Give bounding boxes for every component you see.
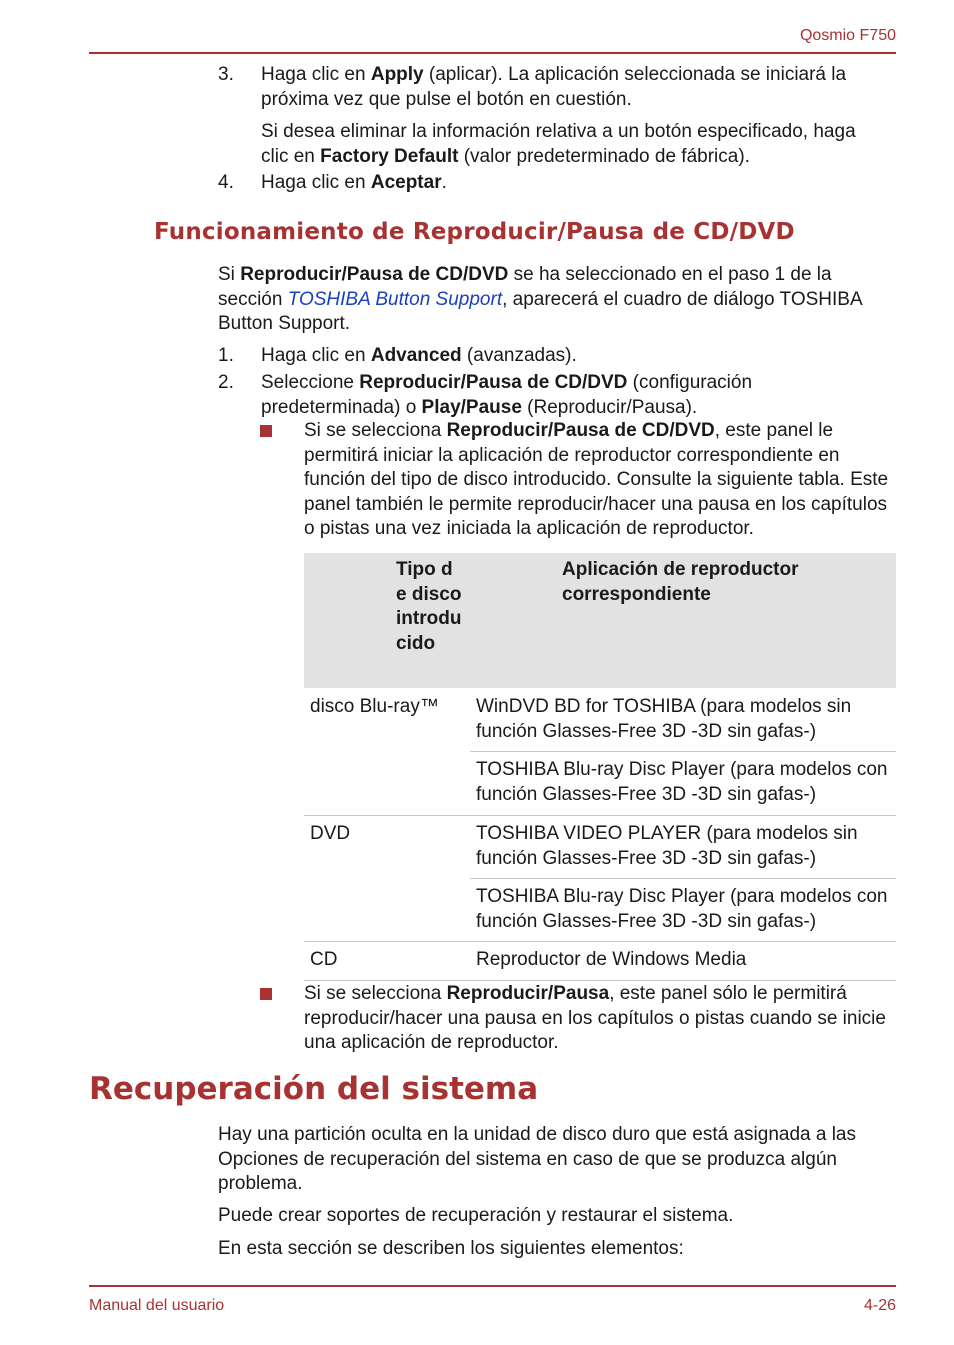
table-cell-disc: disco Blu-ray™: [310, 696, 439, 717]
table-subrow-divider: [470, 878, 896, 879]
table-cell-app: TOSHIBA VIDEO PLAYER (para modelos sin función Glasses-Free 3D -3D sin gafas-): [476, 823, 858, 869]
table-subrow-divider: [470, 751, 896, 752]
toshiba-button-support-link[interactable]: TOSHIBA Button Support: [287, 288, 503, 310]
chapter-heading: Recuperación del sistema: [89, 1071, 539, 1107]
table-cell-app: Reproductor de Windows Media: [476, 949, 747, 970]
step-number: 1.: [218, 345, 234, 366]
step-number: 3.: [218, 64, 234, 85]
step-3-text: Haga clic en Apply (aplicar). La aplicación seleccionada se iniciará la próxima vez que pulse el botón en cuestión.: [261, 64, 847, 110]
bullet-2-text: Si se selecciona Reproducir/Pausa, este panel sólo le permitirá reproducir/hacer una pausa en los capítulos o pistas cuando se inicie una aplicación de reproductor.: [304, 983, 886, 1053]
table-row-divider: [304, 980, 896, 981]
table-row-divider: [304, 815, 896, 816]
step-number: 2.: [218, 372, 234, 393]
footer-rule: [89, 1285, 896, 1287]
table-cell-disc: CD: [310, 949, 338, 970]
table-cell-app: TOSHIBA Blu-ray Disc Player (para modelos con función Glasses-Free 3D -3D sin gafas-): [476, 759, 888, 805]
section-intro: Si Reproducir/Pausa de CD/DVD se ha seleccionado en el paso 1 de la sección TOSHIBA Button Support, aparecerá el cuadro de diálogo TOSHIBA Button Support.: [218, 264, 862, 334]
footer-manual-title: Manual del usuario: [89, 1297, 225, 1314]
step-number: 4.: [218, 172, 234, 193]
step-1-text: Haga clic en Advanced (avanzadas).: [261, 345, 577, 366]
table-cell-app: TOSHIBA Blu-ray Disc Player (para modelos con función Glasses-Free 3D -3D sin gafas-): [476, 886, 888, 932]
recovery-paragraph-2: Puede crear soportes de recuperación y restaurar el sistema.: [218, 1205, 734, 1226]
step-3-note: Si desea eliminar la información relativa a un botón especificado, haga clic en Factory Default (valor predeterminado de fábrica).: [261, 121, 856, 167]
bullet-square-icon: [260, 988, 272, 1000]
section-heading: Funcionamiento de Reproducir/Pausa de CD/DVD: [154, 219, 795, 245]
recovery-paragraph-3: En esta sección se describen los siguientes elementos:: [218, 1238, 684, 1259]
table-cell-app: WinDVD BD for TOSHIBA (para modelos sin función Glasses-Free 3D -3D sin gafas-): [476, 696, 852, 742]
table-header-disc-type: Tipo de disco introducido: [396, 559, 462, 654]
bullet-square-icon: [260, 425, 272, 437]
footer-page-number: 4-26: [863, 1297, 896, 1314]
table-row-divider: [304, 941, 896, 942]
table-cell-disc: DVD: [310, 823, 351, 844]
table-header-player-app: Aplicación de reproductor correspondiente: [562, 559, 799, 605]
recovery-paragraph-1: Hay una partición oculta en la unidad de disco duro que está asignada a las Opciones de recuperación del sistema en caso de que se produzca algún problema.: [218, 1124, 856, 1194]
header-rule: [89, 52, 896, 54]
step-4-text: Haga clic en Aceptar.: [261, 172, 447, 193]
page-header-title: Qosmio F750: [799, 27, 896, 44]
bullet-1-text: Si se selecciona Reproducir/Pausa de CD/DVD, este panel le permitirá iniciar la aplicación de reproductor correspondiente en función del tipo de disco introducido. Consulte la siguiente tabla. Este panel también le permite reproducir/hacer una pausa en los capítulos o pistas una vez iniciada la aplicación de reproductor.: [304, 420, 889, 539]
step-2-text: Seleccione Reproducir/Pausa de CD/DVD (configuración predeterminada) o Play/Pause (Reproducir/Pausa).: [261, 372, 753, 418]
